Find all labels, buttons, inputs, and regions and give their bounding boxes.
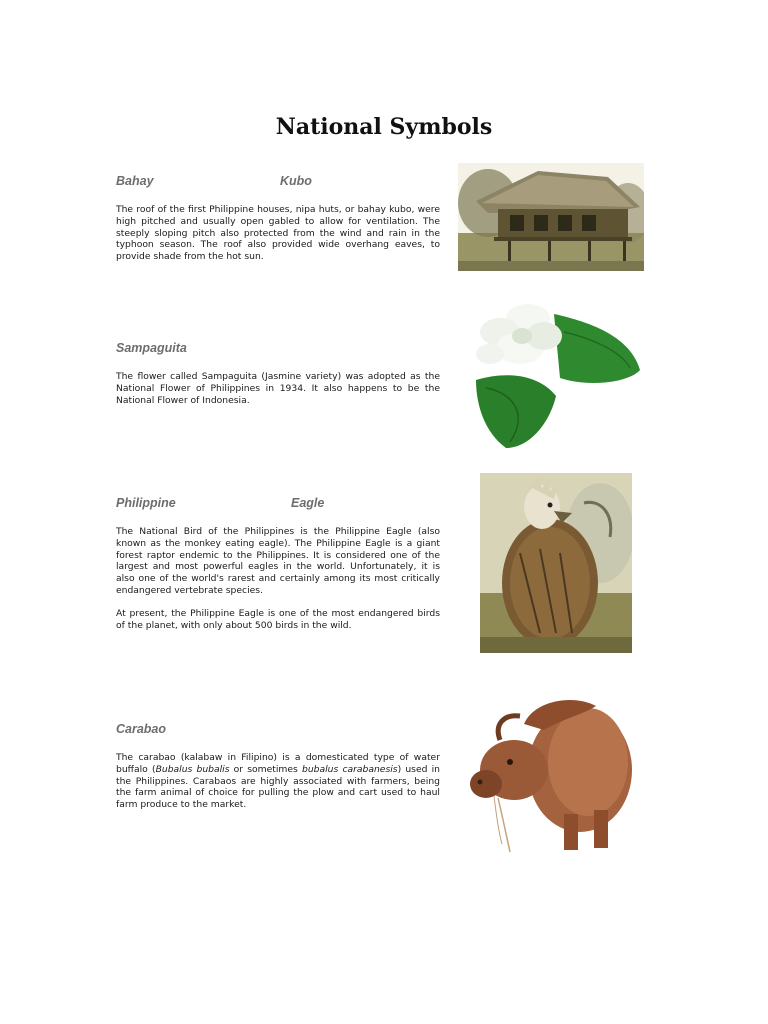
section-body <box>116 752 440 811</box>
paragraph: The National Bird of the Philippines is the Philippine Eagle (also known as the monkey eating eagle). The Philippine Eagle is a giant forest raptor endemic to the Philippines. It is considered one of the largest and most powerful eagles in the world. Unfortunately, it is also one of the world's rarest and certainly among its most critically endangered vertebrate species. <box>116 526 440 596</box>
nipa-hut-image <box>458 163 644 271</box>
heading-word-right: Eagle <box>291 496 325 510</box>
paragraph: The carabao (kalabaw in Filipino) is a domesticated type of water buffalo (Bubalus bubalis or sometimes bubalus carabanesis) used in the Philippines. Carabaos are highly associated with farmers, being the farm animal of choice for pulling the plow and cart used to haul farm produce to the market. <box>116 752 440 811</box>
section-heading <box>116 496 440 512</box>
philippine-eagle-image <box>480 473 632 653</box>
heading-word-right: Kubo <box>280 174 312 188</box>
section-sampaguita <box>116 341 440 417</box>
section-heading <box>116 722 440 738</box>
section-philippine-eagle <box>116 496 440 642</box>
section-body <box>116 371 440 406</box>
heading-word-left: Philippine <box>116 496 176 510</box>
section-body <box>116 526 440 631</box>
paragraph: The flower called Sampaguita (Jasmine variety) was adopted as the National Flower of Philippines in 1934. It also happens to be the National Flower of Indonesia. <box>116 371 440 406</box>
section-heading <box>116 174 440 190</box>
sampaguita-flower-image <box>470 292 642 452</box>
heading-word-left: Carabao <box>116 722 167 736</box>
section-heading <box>116 341 440 357</box>
paragraph: At present, the Philippine Eagle is one of the most endangered birds of the planet, with only about 500 birds in the wild. <box>116 607 440 631</box>
carabao-image <box>464 684 644 854</box>
heading-word-left: Bahay <box>116 174 154 188</box>
page-title: National Symbols <box>275 114 493 140</box>
heading-word-left: Sampaguita <box>116 341 187 355</box>
paragraph: The roof of the first Philippine houses, nipa huts, or bahay kubo, were high pitched and usually open gabled to allow for ventilation. The steeply sloping pitch also protected from the wind and rain in the typhoon season. The roof also provided wide overhang eaves, to provide shade from the hot sun. <box>116 204 440 263</box>
section-body <box>116 204 440 263</box>
section-bahay-kubo <box>116 174 440 274</box>
section-carabao <box>116 722 440 822</box>
